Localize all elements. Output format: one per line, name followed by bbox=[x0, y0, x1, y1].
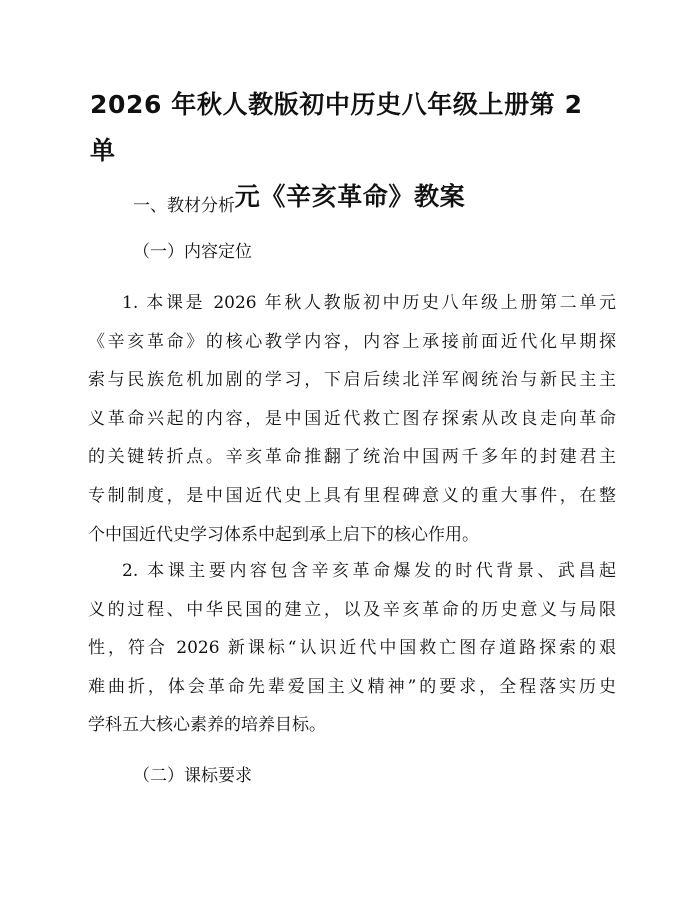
subsection-heading-curriculum-requirements: （二）课标要求 bbox=[133, 766, 252, 786]
paragraph-2-line: 2. 本课主要内容包含辛亥革命爆发的时代背景、武昌起 bbox=[122, 561, 616, 581]
paragraph-1-line: 专制制度，是中国近代史上具有里程碑意义的重大事件，在整 bbox=[88, 485, 616, 506]
paragraph-1-line: 《辛亥革命》的核心教学内容，内容上承接前面近代化早期探 bbox=[88, 331, 616, 352]
paragraph-1-line: 个中国近代史学习体系中起到承上启下的核心作用。 bbox=[88, 524, 479, 545]
paragraph-2 bbox=[88, 552, 616, 745]
paragraph-1-line: 1. 本课是 2026 年秋人教版初中历史八年级上册第二单元 bbox=[122, 293, 616, 313]
paragraph-2-line: 性，符合 2026 新课标“认识近代中国救亡图存道路探索的艰 bbox=[88, 638, 616, 659]
paragraph-1-line: 的关键转折点。辛亥革命推翻了统治中国两千多年的封建君主 bbox=[88, 447, 616, 468]
paragraph-1-line: 索与民族危机加剧的学习，下启后续北洋军阀统治与新民主主 bbox=[88, 370, 616, 391]
paragraph-2-line: 难曲折，体会革命先辈爱国主义精神”的要求，全程落实历史 bbox=[88, 676, 616, 697]
title-line-1: 2026 年秋人教版初中历史八年级上册第 2 单 bbox=[90, 90, 583, 165]
paragraph-1-line: 义革命兴起的内容，是中国近代救亡图存探索从改良走向革命 bbox=[88, 408, 616, 429]
subsection-heading-content-positioning: （一）内容定位 bbox=[133, 242, 252, 262]
paragraph-2-line: 学科五大核心素养的培养目标。 bbox=[88, 715, 326, 736]
paragraph-2-line: 义的过程、中华民国的建立，以及辛亥革命的历史意义与局限 bbox=[88, 599, 616, 620]
title-line-2: 元《辛亥革命》教案 bbox=[234, 182, 466, 211]
section-heading-materials-analysis: 一、教材分析 bbox=[133, 196, 235, 216]
paragraph-1 bbox=[88, 284, 616, 554]
